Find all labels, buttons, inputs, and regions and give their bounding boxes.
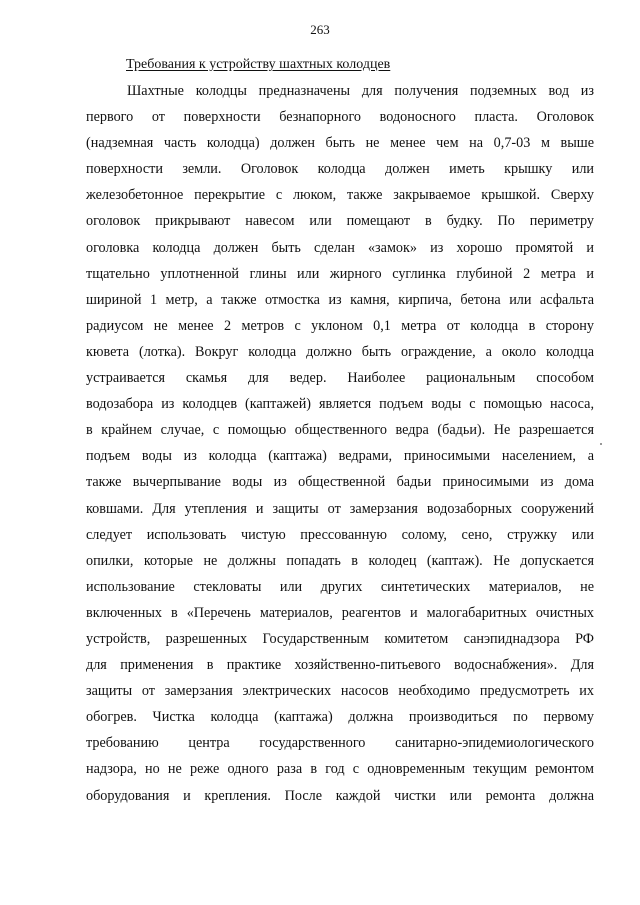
text-line: (надземная часть колодца) должен быть не менее чем на 0,7-03 м выше xyxy=(86,135,594,152)
text-line: водозабора из колодцев (каптажей) является подъем воды с помощью насоса, xyxy=(86,396,594,413)
body-paragraph xyxy=(86,78,594,809)
text-line: подъем воды из колодца (каптажа) ведрами, приносимыми населением, а xyxy=(86,448,594,465)
text-line: оголовок прикрывают навесом или помещают в будку. По периметру xyxy=(86,213,594,230)
text-line: железобетонное перекрытие с люком, также закрываемое крышкой. Сверху xyxy=(86,187,594,204)
text-line: ковшами. Для утепления и защиты от замерзания водозаборных сооружений xyxy=(86,500,594,517)
text-line: для применения в практике хозяйственно-питьевого водоснабжения». Для xyxy=(86,657,594,674)
text-line: оголовка колодца должен быть сделан «замок» из хорошо промятой и xyxy=(86,239,594,256)
text-line: использование стекловаты или других синтетических материалов, не xyxy=(86,578,594,595)
text-line: радиусом не менее 2 метров с уклоном 0,1 метра от колодца в сторону xyxy=(86,317,594,334)
page-number: 263 xyxy=(310,22,330,37)
text-line: устройств, разрешенных Государственным комитетом санэпиднадзора РФ xyxy=(86,630,594,647)
text-line: устраивается скамья для ведер. Наиболее рациональным способом xyxy=(86,370,594,387)
text-line: в крайнем случае, с помощью общественного ведра (бадьи). Не разрешается xyxy=(86,422,594,439)
text-line: первого от поверхности безнапорного водоносного пласта. Оголовок xyxy=(86,109,594,126)
text-line: требованию центра государственного санитарно-эпидемиологического xyxy=(86,735,594,752)
text-line: кювета (лотка). Вокруг колодца должно быть ограждение, а около колодца xyxy=(86,343,594,360)
text-line: защиты от замерзания электрических насосов необходимо предусмотреть их xyxy=(86,683,594,700)
text-line: поверхности земли. Оголовок колодца должен иметь крышку или xyxy=(86,161,594,178)
text-line: шириной 1 метр, а также отмостка из камня, кирпича, бетона или асфальта xyxy=(86,291,594,308)
text-line: оборудования и крепления. После каждой чистки или ремонта должна xyxy=(86,787,594,804)
scan-speck xyxy=(600,443,602,445)
text-line: следует использовать чистую прессованную солому, сено, стружку или xyxy=(86,526,594,543)
section-heading: Требования к устройству шахтных колодцев xyxy=(126,57,391,72)
text-line: тщательно уплотненной глины или жирного суглинка глубиной 2 метра и xyxy=(86,265,594,282)
text-line: включенных в «Перечень материалов, реагентов и малогабаритных очистных xyxy=(86,604,594,621)
text-line: обогрев. Чистка колодца (каптажа) должна производиться по первому xyxy=(86,709,594,726)
text-line: надзора, но не реже одного раза в год с одновременным текущим ремонтом xyxy=(86,761,594,778)
text-line: Шахтные колодцы предназначены для получения подземных вод из xyxy=(127,83,594,99)
text-line: опилки, которые не должны попадать в колодец (каптаж). Не допускается xyxy=(86,552,594,569)
text-line: также вычерпывание воды из общественной бадьи приносимыми из дома xyxy=(86,474,594,491)
